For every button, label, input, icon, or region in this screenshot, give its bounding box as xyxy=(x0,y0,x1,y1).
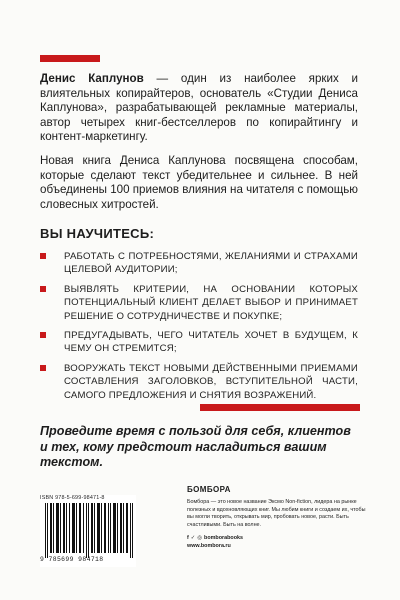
bullet-square-icon xyxy=(40,253,46,259)
vk-icon: ✓ xyxy=(190,535,196,542)
closing-text: Проведите время с пользой для себя, клиентов и тех, кому предстоит насладиться вашим текстом. xyxy=(40,424,351,470)
publisher-social xyxy=(187,535,367,541)
barcode-icon xyxy=(45,503,133,558)
learn-item xyxy=(40,250,358,277)
learn-heading: ВЫ НАУЧИТЕСЬ: xyxy=(40,226,155,241)
bottom-accent-bar xyxy=(200,404,360,411)
bullet-square-icon xyxy=(40,365,46,371)
publisher-block xyxy=(187,485,367,549)
learn-item xyxy=(40,362,358,402)
learn-item-text: ВООРУЖАТЬ ТЕКСТ НОВЫМИ ДЕЙСТВЕННЫМИ ПРИЕМАМИ СОСТАВЛЕНИЯ ЗАГОЛОВКОВ, ВСТУПИТЕЛЬНОЙ ЧАСТИ, САМОГО ПРЕДЛОЖЕНИЯ И СНЯТИЯ ВОЗРАЖЕНИЙ. xyxy=(64,362,358,401)
learn-item-text: ПРЕДУГАДЫВАТЬ, ЧЕГО ЧИТАТЕЛЬ ХОЧЕТ В БУДУЩЕМ, К ЧЕМУ ОН СТРЕМИТСЯ; xyxy=(64,330,358,355)
publisher-logo: БОМБОРА xyxy=(187,485,231,494)
learn-item-text: ВЫЯВЛЯТЬ КРИТЕРИИ, НА ОСНОВАНИИ КОТОРЫХ ПОТЕНЦИАЛЬНЫЙ КЛИЕНТ ДЕЛАЕТ ВЫБОР И ПРИНИМАЕТ РЕШЕНИЕ О СОТРУДНИЧЕСТВЕ И ПОКУПКЕ; xyxy=(64,283,358,322)
barcode-digits: 9 785699 984718 xyxy=(40,556,104,563)
bullet-square-icon xyxy=(40,332,46,338)
facebook-icon: f xyxy=(187,535,189,542)
book-description: Новая книга Дениса Каплунова посвящена способам, которые сделают текст убедительнее и сильнее. В ней объединены 100 приемов влияния на читателя с помощью словесных хитростей. xyxy=(40,153,358,211)
learn-item xyxy=(40,283,358,323)
learn-list xyxy=(40,250,358,408)
top-accent-bar xyxy=(40,55,100,62)
learn-item-text: РАБОТАТЬ С ПОТРЕБНОСТЯМИ, ЖЕЛАНИЯМИ И СТРАХАМИ ЦЕЛЕВОЙ АУДИТОРИИ; xyxy=(64,251,358,276)
instagram-icon: ◎ xyxy=(197,535,203,542)
learn-item xyxy=(40,329,358,356)
bullet-square-icon xyxy=(40,286,46,292)
author-bio: — один из наиболее ярких и влиятельных копирайтеров, основатель «Студии Дениса Каплунова», разрабатывающей рекламные материалы, автор четырех книг-бестселлеров по копирайтингу и контент-маркетингу. xyxy=(40,72,358,144)
author-name: Денис Каплунов xyxy=(40,72,144,85)
publisher-description: Бомбора — это новое название Эксмо Non-fiction, лидера на рынке полезных и вдохновляющих книг. Мы любим книги и создаем их, чтобы вы могли творить, открывать мир, пробовать новое, расти. Быть счастливыми. Быть на волне. xyxy=(187,499,366,528)
isbn-label: ISBN 978-5-699-98471-8 xyxy=(40,495,105,501)
intro-text xyxy=(40,72,358,221)
author-paragraph xyxy=(40,72,358,145)
publisher-website: www.bombora.ru xyxy=(187,543,231,550)
social-handle: bomborabooks xyxy=(204,535,243,542)
